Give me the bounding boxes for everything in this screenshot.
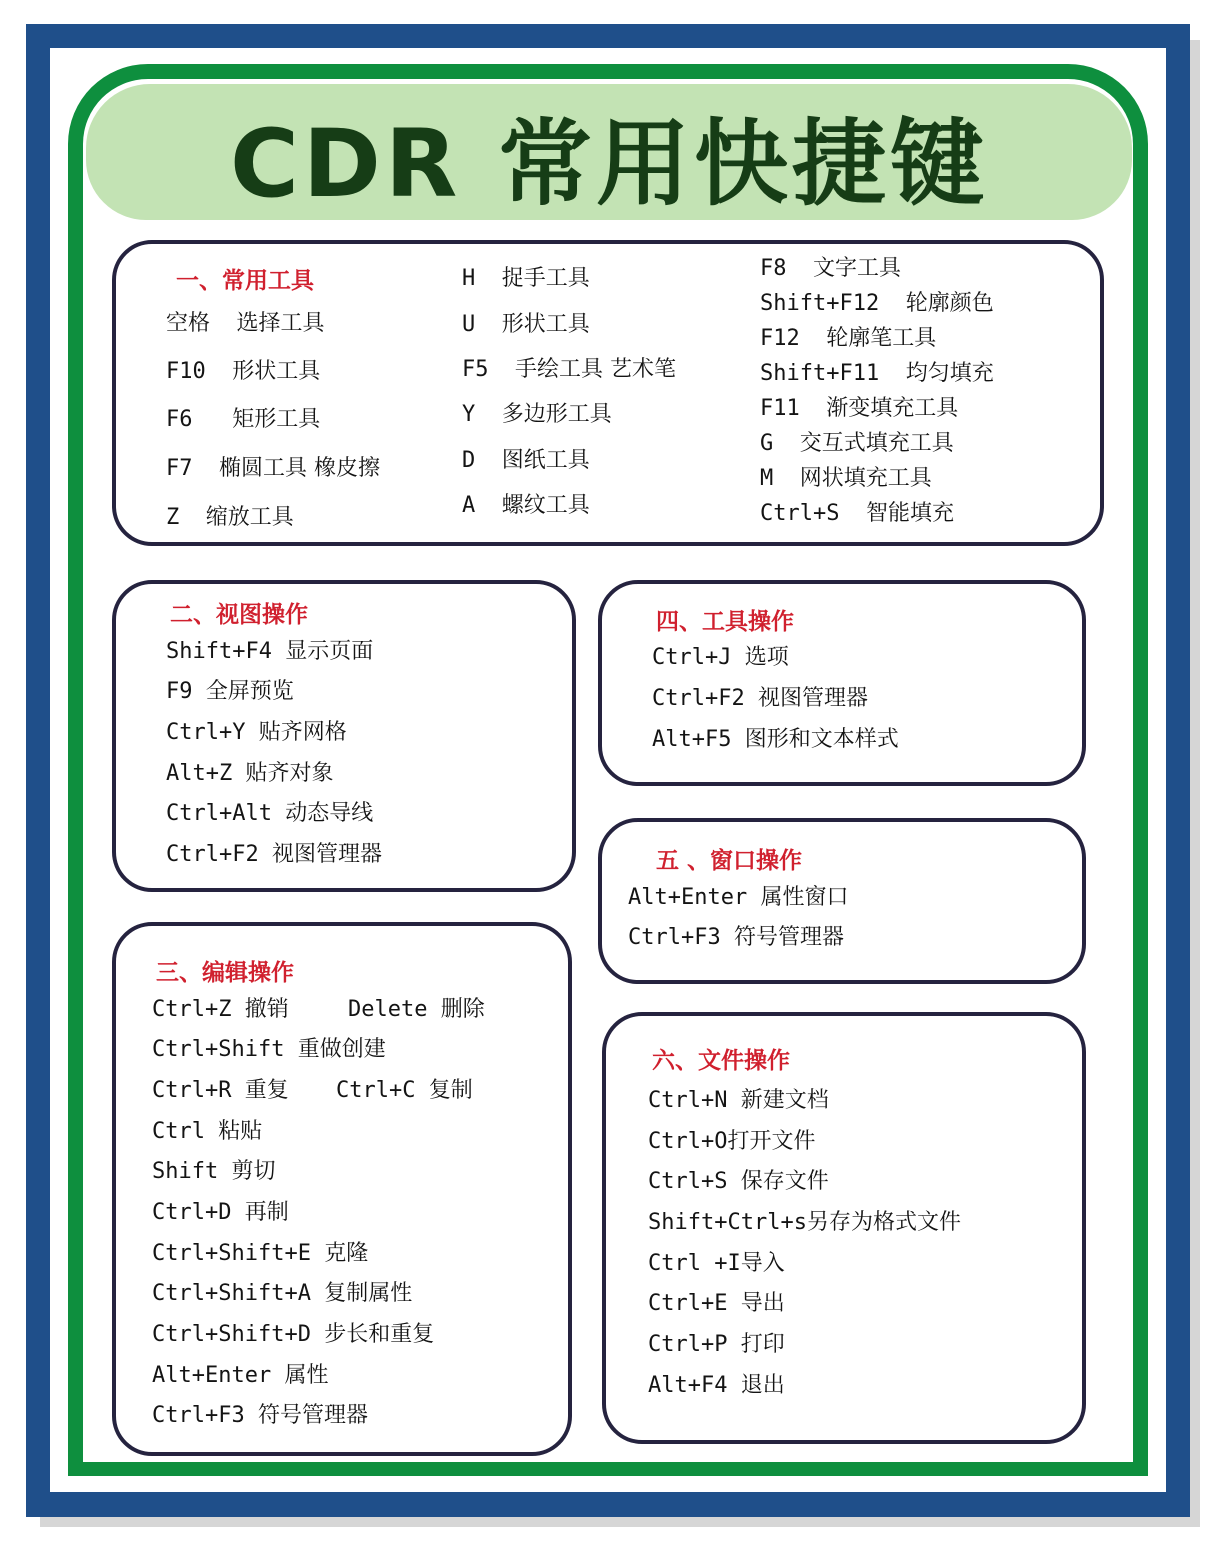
shortcut-desc: 缩放工具	[205, 505, 294, 530]
shortcut-key: Ctrl	[152, 1119, 205, 1144]
shortcut-desc: 网状填充工具	[799, 466, 932, 491]
shortcut-desc: 重复	[244, 1078, 289, 1103]
shortcut-desc: 再制	[244, 1200, 289, 1225]
shortcut-key: Ctrl+N	[648, 1088, 728, 1113]
shortcut-desc: 复制属性	[324, 1281, 413, 1306]
shortcut-key: Shift+Ctrl+s	[648, 1210, 807, 1235]
shortcut-key: D	[462, 448, 476, 473]
shortcut-item	[166, 674, 294, 705]
shortcut-desc: 克隆	[324, 1241, 369, 1266]
shortcut-desc: 图形和文本样式	[744, 727, 899, 752]
shortcut-item	[648, 1327, 785, 1358]
shortcut-key: Z	[166, 505, 180, 530]
shortcut-desc: 选择工具	[236, 311, 325, 336]
shortcut-item	[152, 1398, 368, 1429]
shortcut-item	[760, 251, 901, 282]
shortcut-desc: 撤销	[244, 997, 289, 1022]
shortcut-desc: 贴齐网格	[258, 720, 347, 745]
shortcut-item	[760, 496, 954, 527]
shortcut-item	[336, 1073, 473, 1104]
shortcut-desc: 属性	[284, 1363, 329, 1388]
shortcut-item	[760, 321, 936, 352]
shortcut-item	[760, 426, 954, 457]
frame-shadow-right	[1190, 40, 1200, 1525]
shortcut-item	[462, 261, 590, 292]
shortcut-desc: 交互式填充工具	[799, 431, 954, 456]
section-title: 一、常用工具	[176, 268, 314, 294]
shortcut-item	[166, 796, 373, 827]
shortcut-key: F8	[760, 256, 787, 281]
shortcut-item	[760, 461, 932, 492]
shortcut-key: Shift+F12	[760, 291, 880, 316]
shortcut-key: F10	[166, 359, 206, 384]
shortcut-desc: 螺纹工具	[501, 493, 590, 518]
shortcut-desc: 视图管理器	[757, 686, 868, 711]
shortcut-desc: 图纸工具	[501, 448, 590, 473]
shortcut-key: Ctrl+Z	[152, 997, 232, 1022]
shortcut-desc: 渐变填充工具	[826, 396, 959, 421]
shortcut-key: Ctrl+F2	[652, 686, 745, 711]
shortcut-item	[462, 352, 676, 383]
shortcut-item	[628, 880, 848, 911]
shortcut-item	[152, 1358, 328, 1389]
shortcut-item	[648, 1083, 829, 1114]
shortcut-item	[648, 1286, 785, 1317]
shortcut-item	[652, 640, 789, 671]
shortcut-desc: 新建文档	[740, 1088, 829, 1113]
shortcut-key: Ctrl+Shift+A	[152, 1281, 311, 1306]
shortcut-key: Ctrl+D	[152, 1200, 232, 1225]
shortcut-key: F11	[760, 396, 800, 421]
shortcut-item	[166, 354, 320, 385]
shortcut-desc: 打开文件	[727, 1129, 816, 1154]
shortcut-key: Ctrl+Shift+D	[152, 1322, 311, 1347]
shortcut-key: Ctrl+S	[760, 501, 840, 526]
shortcut-item	[760, 356, 994, 387]
shortcut-key: Alt+F5	[652, 727, 732, 752]
shortcut-desc: 多边形工具	[501, 402, 612, 427]
shortcut-item	[652, 681, 868, 712]
shortcut-key: Ctrl+S	[648, 1169, 728, 1194]
section-title: 二、视图操作	[170, 602, 308, 628]
shortcut-key: F6	[166, 407, 193, 432]
shortcut-item	[648, 1205, 961, 1236]
shortcut-key: F12	[760, 326, 800, 351]
shortcut-item	[152, 1236, 368, 1267]
frame-shadow-bottom	[40, 1517, 1200, 1527]
section-title: 六、文件操作	[652, 1048, 790, 1074]
shortcut-key: F9	[166, 679, 193, 704]
shortcut-item	[166, 837, 382, 868]
shortcut-desc: 选项	[744, 645, 789, 670]
shortcut-item	[166, 500, 294, 531]
shortcut-key: Alt+Enter	[152, 1363, 272, 1388]
shortcut-desc: 形状工具	[501, 312, 590, 337]
shortcut-key: Alt+Z	[166, 761, 233, 786]
shortcut-item	[166, 402, 320, 433]
shortcut-item	[152, 992, 289, 1023]
shortcut-desc: 均匀填充	[905, 361, 994, 386]
shortcut-key: A	[462, 493, 476, 518]
shortcut-item	[152, 1154, 276, 1185]
shortcut-key: Ctrl +I	[648, 1251, 741, 1276]
shortcut-item	[152, 1317, 434, 1348]
shortcut-item	[462, 488, 590, 519]
shortcut-key: Ctrl+J	[652, 645, 732, 670]
shortcut-key: Ctrl+O	[648, 1129, 728, 1154]
shortcut-item	[462, 443, 590, 474]
shortcut-desc: 粘贴	[218, 1119, 263, 1144]
shortcut-key: Ctrl+F3	[628, 925, 721, 950]
section-title: 三、编辑操作	[156, 960, 294, 986]
shortcut-desc: 动态导线	[285, 801, 374, 826]
shortcut-key: F5	[462, 357, 489, 382]
shortcut-item	[648, 1368, 785, 1399]
shortcut-key: H	[462, 266, 476, 291]
shortcut-desc: 保存文件	[740, 1169, 829, 1194]
shortcut-item	[652, 722, 899, 753]
shortcut-desc: 视图管理器	[271, 842, 382, 867]
shortcut-key: Ctrl+Shift+E	[152, 1241, 311, 1266]
shortcut-key: F7	[166, 456, 193, 481]
shortcut-key: Shift+F4	[166, 639, 272, 664]
shortcut-desc: 删除	[440, 997, 485, 1022]
shortcut-key: Shift	[152, 1159, 219, 1184]
shortcut-key: 空格	[166, 311, 211, 336]
shortcut-item	[760, 286, 994, 317]
shortcut-item	[348, 992, 485, 1023]
shortcut-desc: 导入	[740, 1251, 785, 1276]
shortcut-desc: 捉手工具	[501, 266, 590, 291]
shortcut-desc: 手绘工具 艺术笔	[515, 357, 676, 382]
shortcut-key: Alt+Enter	[628, 885, 748, 910]
shortcut-desc: 另存为格式文件	[806, 1210, 961, 1235]
shortcut-desc: 属性窗口	[760, 885, 849, 910]
shortcut-item	[152, 1073, 289, 1104]
shortcut-key: Ctrl+Y	[166, 720, 246, 745]
shortcut-key: Ctrl+F2	[166, 842, 259, 867]
shortcut-item	[166, 634, 373, 665]
shortcut-item	[648, 1124, 816, 1155]
page-title: CDR 常用快捷键	[229, 109, 989, 219]
shortcut-desc: 导出	[740, 1291, 785, 1316]
shortcut-item	[166, 715, 347, 746]
shortcut-item	[648, 1246, 785, 1277]
shortcut-item	[462, 307, 590, 338]
shortcut-key: U	[462, 312, 476, 337]
shortcut-item	[152, 1032, 386, 1063]
shortcut-key: Ctrl+P	[648, 1332, 728, 1357]
shortcut-key: Ctrl+E	[648, 1291, 728, 1316]
shortcut-key: Shift+F11	[760, 361, 880, 386]
shortcut-key: Alt+F4	[648, 1373, 728, 1398]
shortcut-item	[152, 1195, 289, 1226]
shortcut-desc: 退出	[740, 1373, 785, 1398]
shortcut-desc: 打印	[740, 1332, 785, 1357]
shortcut-key: Delete	[348, 997, 428, 1022]
shortcut-item	[628, 920, 844, 951]
shortcut-desc: 轮廓笔工具	[826, 326, 937, 351]
shortcut-key: Ctrl+F3	[152, 1403, 245, 1428]
section-title: 四、工具操作	[656, 609, 794, 635]
shortcut-key: Y	[462, 402, 476, 427]
shortcut-desc: 符号管理器	[733, 925, 844, 950]
shortcut-desc: 步长和重复	[324, 1322, 435, 1347]
shortcut-desc: 文字工具	[813, 256, 902, 281]
shortcut-desc: 智能填充	[865, 501, 954, 526]
shortcut-item	[760, 391, 958, 422]
shortcut-desc: 轮廓颜色	[905, 291, 994, 316]
shortcut-desc: 椭圆工具 橡皮擦	[219, 456, 380, 481]
title-banner	[86, 84, 1132, 220]
shortcut-item	[166, 756, 334, 787]
shortcut-key: Ctrl+C	[336, 1078, 416, 1103]
shortcut-desc: 贴齐对象	[245, 761, 334, 786]
shortcut-key: M	[760, 466, 774, 491]
section-title: 五 、窗口操作	[656, 848, 803, 874]
shortcut-desc: 形状工具	[232, 359, 321, 384]
shortcut-item	[462, 397, 612, 428]
shortcut-item	[166, 306, 325, 337]
shortcut-desc: 剪切	[231, 1159, 276, 1184]
shortcut-desc: 矩形工具	[232, 407, 321, 432]
shortcut-key: Ctrl+Alt	[166, 801, 272, 826]
shortcut-desc: 复制	[428, 1078, 473, 1103]
shortcut-desc: 全屏预览	[205, 679, 294, 704]
shortcut-desc: 重做创建	[297, 1037, 386, 1062]
shortcut-desc: 符号管理器	[257, 1403, 368, 1428]
shortcut-key: Ctrl+Shift	[152, 1037, 285, 1062]
shortcut-item	[648, 1164, 829, 1195]
shortcut-key: G	[760, 431, 774, 456]
shortcut-desc: 显示页面	[285, 639, 374, 664]
shortcut-key: Ctrl+R	[152, 1078, 232, 1103]
shortcut-item	[166, 451, 380, 482]
shortcut-item	[152, 1114, 262, 1145]
shortcut-item	[152, 1276, 412, 1307]
